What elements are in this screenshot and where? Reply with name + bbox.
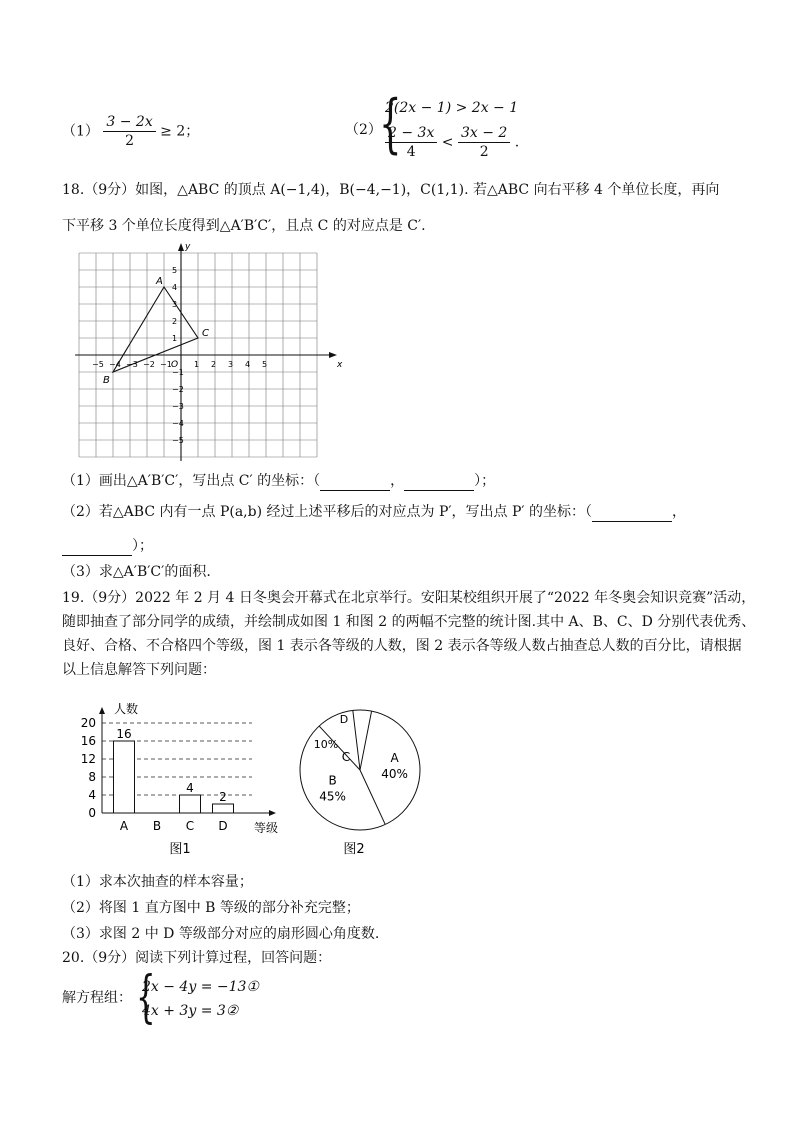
q17-part2-brace: { (379, 87, 402, 161)
x-axis-label: x (337, 360, 343, 370)
bar-y-tick-label: 12 (80, 752, 96, 766)
q18-axes (75, 243, 337, 461)
y-tick-label: −3 (172, 402, 184, 411)
pie-pct-a: 40% (381, 766, 408, 781)
bar-value-label: 16 (116, 727, 132, 741)
x-tick-label: 1 (194, 360, 200, 369)
q18-coordinate-graph (60, 240, 343, 470)
q17-part1-fraction (103, 113, 155, 150)
pie-label-d: D (339, 713, 349, 726)
y-tick-label: 2 (172, 317, 178, 326)
q18-sub2-blank-y[interactable] (62, 555, 132, 556)
q17-part2-left-numerator: 2 − 3x (385, 124, 437, 143)
q18-sub1-blank-y[interactable] (404, 490, 474, 491)
q17-part2-right-numerator: 3x − 2 (458, 124, 510, 143)
q19-intro-line3: 良好、合格、不合格四个等级，图 1 表示各等级的人数，图 2 表示各等级人数占抽查总人数的百分比，请根据 (62, 638, 742, 654)
bar-y-tick-label: 8 (88, 770, 96, 784)
bar-d (213, 804, 234, 813)
q17-part2-relation: < (441, 134, 454, 151)
q18-sub2-end: ）； (132, 538, 153, 554)
pie-label-b: B (328, 773, 337, 788)
vertex-b-label: B (103, 375, 110, 386)
y-tick-label: −1 (172, 368, 184, 377)
bar-value-label: 4 (186, 781, 194, 795)
q17-part2-line1: 2(2x − 1) > 2x − 1 (385, 100, 519, 116)
vertex-a-label: A (156, 276, 163, 287)
bar-category-label: C (185, 819, 195, 833)
y-tick-label: 5 (172, 266, 178, 275)
q19-intro-line1: 19.（9分）2022 年 2 月 4 日冬奥会开幕式在北京举行。安阳某校组织开展了“2022 年冬奥会知识竞赛”活动， (62, 590, 756, 606)
y-axis-arrow (178, 243, 184, 251)
x-tick-label: 5 (262, 360, 268, 369)
y-tick-label: −5 (172, 436, 184, 445)
q18-sub2-text: （2）若△ABC 内有一点 P(a,b) 经过上述平移后的对应点为 P′，写出点 P′ 的坐标：（ (62, 504, 593, 520)
bar-category-label: A (119, 819, 129, 833)
x-tick-label: −1 (160, 360, 172, 369)
x-tick-label: 4 (245, 360, 251, 369)
x-tick-label: 2 (211, 360, 217, 369)
q20-brace: { (136, 965, 156, 1030)
q20-intro: 20.（9分）阅读下列计算过程，回答问题： (62, 950, 332, 966)
bar-c (180, 795, 201, 813)
q17-part1 (62, 113, 199, 150)
y-axis-label: y (185, 242, 191, 252)
q17-part2-right-denominator: 2 (479, 144, 489, 160)
q17-part1-relation: ≥ 2； (160, 123, 200, 140)
q18-sub1-blank-x[interactable] (320, 490, 390, 491)
q17-part1-denominator: 2 (125, 133, 134, 149)
q19-bar-chart (72, 695, 287, 860)
q17-part1-label: （1） (62, 123, 99, 140)
q17-part2-right-fraction (458, 124, 510, 161)
x-tick-label: −2 (143, 360, 155, 369)
pie-label-a: A (390, 750, 399, 765)
y-tick-label: 4 (172, 283, 178, 292)
pie-label-c: C (341, 750, 351, 764)
y-tick-label: −4 (172, 419, 184, 428)
q18-sub1-text: （1）画出△A′B′C′，写出点 C′ 的坐标：（ (62, 473, 321, 489)
bar-chart-xlabel: 等级 (254, 821, 279, 835)
bar-a (114, 741, 135, 813)
q17-part2-label: （2） (345, 122, 382, 138)
y-tick-label: 3 (172, 300, 178, 309)
q19-sub1: （1）求本次抽查的样本容量； (62, 874, 253, 890)
bar-value-label: 2 (219, 790, 227, 804)
q19-sub2: （2）将图 1 直方图中 B 等级的部分补充完整； (62, 900, 360, 916)
bar-chart-title: 图1 (169, 842, 191, 857)
q18-sub1 (62, 471, 495, 491)
bar-y-tick-label: 4 (88, 788, 96, 802)
bar-category-label: B (152, 819, 162, 833)
vertex-c-label: C (202, 328, 209, 339)
bar-category-label: D (218, 819, 228, 833)
bar-y-axis-arrow (99, 707, 105, 714)
bar-y-tick-label: 16 (80, 734, 96, 748)
q18-intro-line2: 下平移 3 个单位长度得到△A′B′C′，且点 C 的对应点是 C′. (62, 218, 426, 234)
q18-sub2-comma: ， (672, 504, 687, 520)
q20-lead: 解方程组： (62, 990, 132, 1006)
q18-intro-line1: 18.（9分）如图，△ABC 的顶点 A(−1,4)，B(−4,−1)，C(1,1). 若△ABC 向右平移 4 个单位长度，再向 (62, 182, 720, 198)
y-tick-label: −2 (172, 385, 184, 394)
x-tick-label: 3 (228, 360, 234, 369)
x-tick-label: −3 (126, 360, 138, 369)
pie-chart-title: 图2 (343, 842, 365, 857)
q17-part2-left-fraction (385, 124, 437, 161)
q19-intro-line4: 以上信息解答下列问题： (62, 662, 216, 678)
x-axis-arrow (329, 352, 337, 358)
q20-eq2: 4x + 3y = 3② (142, 1003, 239, 1019)
q20-eq1: 2x − 4y = −13① (142, 979, 259, 995)
y-tick-label: 1 (172, 334, 178, 343)
bar-x-axis-arrow (269, 810, 276, 816)
q18-sub1-end: ）； (474, 473, 496, 489)
q17-part2-line2 (385, 124, 519, 161)
pie-pct-b: 45% (319, 789, 346, 804)
x-tick-label: −5 (92, 360, 104, 369)
q19-pie-chart (290, 700, 430, 860)
bar-y-tick-label: 20 (80, 716, 96, 730)
q18-sub2-blank-x[interactable] (592, 521, 672, 522)
q19-intro-line2: 随即抽查了部分同学的成绩，并绘制成如图 1 和图 2 的两幅不完整的统计图.其中 A、B、C、D 分别代表优秀、 (62, 614, 756, 630)
bar-chart-ylabel: 人数 (114, 702, 139, 716)
x-tick-label: −4 (109, 360, 121, 369)
bar-y-tick-label: 0 (88, 806, 96, 820)
q18-sub2-cont (62, 536, 153, 556)
q17-part1-numerator: 3 − 2x (103, 113, 155, 132)
q17-part2-end: . (514, 134, 520, 151)
q19-sub3: （3）求图 2 中 D 等级部分对应的扇形圆心角度数. (62, 926, 380, 942)
q18-sub1-comma: ， (390, 473, 405, 489)
q18-sub3: （3）求△A′B′C′的面积. (62, 564, 211, 580)
q18-sub2 (62, 502, 686, 522)
origin-label: O (171, 360, 179, 370)
q17-part2-left-denominator: 4 (406, 144, 416, 160)
pie-pct-c: 10% (313, 738, 339, 751)
